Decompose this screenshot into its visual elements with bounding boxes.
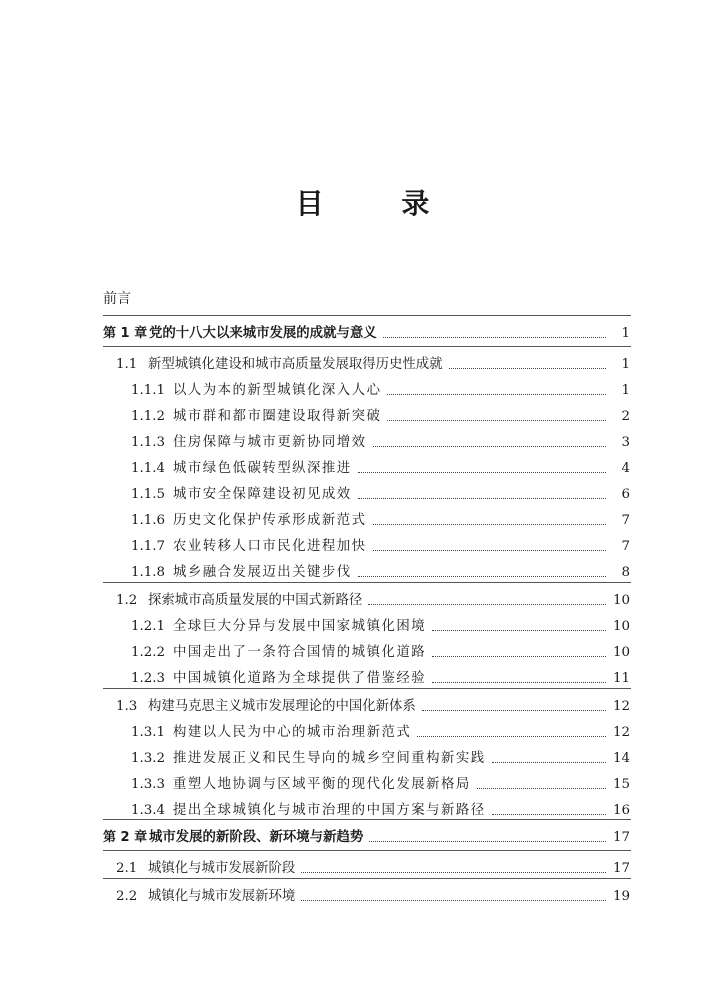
toc-entry-title: 城市绿色低碳转型纵深推进 xyxy=(173,461,352,476)
toc-leader-dots xyxy=(373,524,606,525)
toc-entry-page: 10 xyxy=(612,619,630,634)
toc-leader-dots xyxy=(477,788,606,789)
toc-entry-number: 1.2.3 xyxy=(131,671,166,686)
toc-entry[interactable] xyxy=(0,636,725,662)
toc-entry-title: 探索城市高质量发展的中国式新路径 xyxy=(148,593,363,608)
toc-leader-dots xyxy=(383,337,606,338)
toc-entry-number: 1.1.3 xyxy=(131,435,166,450)
toc-entry-page: 1 xyxy=(621,326,630,341)
toc-leader-dots xyxy=(492,814,606,815)
toc-entry-title: 提出全球城镇化与城市治理的中国方案与新路径 xyxy=(173,803,486,818)
page-title: 目 录 xyxy=(295,187,464,220)
toc-entry-number: 第 1 章 xyxy=(103,326,148,341)
toc-entry[interactable] xyxy=(0,610,725,636)
toc-entry-title: 城镇化与城市发展新阶段 xyxy=(148,861,296,876)
toc-leader-dots xyxy=(369,841,606,842)
toc-leader-dots xyxy=(387,420,606,421)
toc-entry[interactable] xyxy=(0,504,725,530)
toc-entry-page: 1 xyxy=(621,357,630,372)
toc-leader-dots xyxy=(432,630,606,631)
toc-entry-number: 1.1.8 xyxy=(131,565,166,580)
toc-entry-title: 重塑人地协调与区域平衡的现代化发展新格局 xyxy=(173,777,471,792)
toc-entry[interactable] xyxy=(0,852,725,878)
toc-entry-title: 党的十八大以来城市发展的成就与意义 xyxy=(149,326,377,341)
toc-entry-number: 1.2.1 xyxy=(131,619,166,634)
toc-entry-page: 10 xyxy=(612,645,630,660)
toc-entry-page: 7 xyxy=(621,539,630,554)
section-divider xyxy=(103,819,631,820)
toc-entry-title: 中国走出了一条符合国情的城镇化道路 xyxy=(173,645,427,660)
toc-entry-title: 农业转移人口市民化进程加快 xyxy=(173,539,367,554)
toc-entry[interactable] xyxy=(0,478,725,504)
toc-entry[interactable] xyxy=(0,317,725,343)
toc-entry-page: 8 xyxy=(621,565,630,580)
toc-entry-title: 城市群和都市圈建设取得新突破 xyxy=(173,409,382,424)
toc-entry-page: 12 xyxy=(612,699,630,714)
toc-entry-number: 1.1.7 xyxy=(131,539,166,554)
toc-entry[interactable] xyxy=(0,584,725,610)
toc-leader-dots xyxy=(432,682,606,683)
toc-entry[interactable] xyxy=(0,690,725,716)
toc-entry-number: 2.2 xyxy=(116,889,138,904)
toc-entry-title: 构建马克思主义城市发展理论的中国化新体系 xyxy=(148,699,416,714)
toc-entry[interactable] xyxy=(0,348,725,374)
toc-entry[interactable] xyxy=(0,768,725,794)
toc-preface[interactable]: 前言 xyxy=(103,291,131,307)
toc-entry-title: 推进发展正义和民生导向的城乡空间重构新实践 xyxy=(173,751,486,766)
toc-entry-page: 3 xyxy=(621,435,630,450)
toc-entry-title: 城市安全保障建设初见成效 xyxy=(173,487,352,502)
toc-entry[interactable] xyxy=(0,880,725,906)
toc-entry[interactable] xyxy=(0,426,725,452)
toc-entry-number: 2.1 xyxy=(116,861,138,876)
toc-leader-dots xyxy=(368,604,606,605)
toc-leader-dots xyxy=(358,472,606,473)
toc-entry[interactable] xyxy=(0,742,725,768)
toc-leader-dots xyxy=(417,736,606,737)
toc-leader-dots xyxy=(387,394,606,395)
toc-entry-title: 城市发展的新阶段、新环境与新趋势 xyxy=(149,830,364,845)
toc-entry[interactable] xyxy=(0,662,725,688)
toc-entry[interactable] xyxy=(0,716,725,742)
toc-entry-number: 1.3.3 xyxy=(131,777,166,792)
toc-entry-page: 14 xyxy=(612,751,630,766)
toc-entry-number: 1.3.2 xyxy=(131,751,166,766)
toc-leader-dots xyxy=(422,710,606,711)
toc-leader-dots xyxy=(358,498,606,499)
toc-entry[interactable] xyxy=(0,794,725,820)
toc-entry-page: 15 xyxy=(612,777,630,792)
toc-entry-number: 1.1.2 xyxy=(131,409,166,424)
toc-entry[interactable] xyxy=(0,821,725,847)
toc-entry-page: 1 xyxy=(621,383,630,398)
toc-entry-number: 1.1.4 xyxy=(131,461,166,476)
toc-entry-number: 1.1.5 xyxy=(131,487,166,502)
toc-entry-title: 以人为本的新型城镇化深入人心 xyxy=(173,383,382,398)
toc-entry-page: 4 xyxy=(621,461,630,476)
toc-leader-dots xyxy=(449,368,606,369)
toc-entry-page: 6 xyxy=(621,487,630,502)
toc-entry[interactable] xyxy=(0,530,725,556)
toc-entry-number: 1.3 xyxy=(116,699,138,714)
toc-entry-number: 1.3.1 xyxy=(131,725,166,740)
toc-entry[interactable] xyxy=(0,452,725,478)
toc-entry-title: 全球巨大分异与发展中国家城镇化困境 xyxy=(173,619,427,634)
section-divider xyxy=(103,688,631,689)
toc-leader-dots xyxy=(492,762,606,763)
toc-leader-dots xyxy=(432,656,606,657)
toc-entry-title: 中国城镇化道路为全球提供了借鉴经验 xyxy=(173,671,427,686)
toc-entry[interactable] xyxy=(0,400,725,426)
toc-leader-dots xyxy=(301,900,606,901)
toc-entry-number: 1.1 xyxy=(116,357,138,372)
toc-entry-number: 第 2 章 xyxy=(103,830,148,845)
toc-entry-page: 11 xyxy=(612,671,630,686)
toc-entry[interactable] xyxy=(0,374,725,400)
toc-entry-number: 1.2 xyxy=(116,593,138,608)
toc-entry-page: 17 xyxy=(612,861,630,876)
toc-entry-title: 历史文化保护传承形成新范式 xyxy=(173,513,367,528)
section-divider xyxy=(103,582,631,583)
toc-entry-page: 16 xyxy=(612,803,630,818)
toc-leader-dots xyxy=(358,576,606,577)
toc-entry-page: 7 xyxy=(621,513,630,528)
toc-entry-page: 17 xyxy=(612,830,630,845)
toc-entry-number: 1.1.6 xyxy=(131,513,166,528)
section-divider xyxy=(103,315,631,316)
toc-entry-number: 1.2.2 xyxy=(131,645,166,660)
toc-entry-title: 构建以人民为中心的城市治理新范式 xyxy=(173,725,412,740)
toc-entry-page: 10 xyxy=(612,593,630,608)
toc-entry-page: 2 xyxy=(621,409,630,424)
section-divider xyxy=(103,346,631,347)
toc-entry-title: 城镇化与城市发展新环境 xyxy=(148,889,296,904)
section-divider xyxy=(103,878,631,879)
toc-entry-title: 住房保障与城市更新协同增效 xyxy=(173,435,367,450)
toc-entry-title: 城乡融合发展迈出关键步伐 xyxy=(173,565,352,580)
toc-entry-page: 19 xyxy=(612,889,630,904)
section-divider xyxy=(103,850,631,851)
toc-entry-number: 1.1.1 xyxy=(131,383,166,398)
toc-entry[interactable] xyxy=(0,556,725,582)
toc-leader-dots xyxy=(373,446,606,447)
toc-entry-title: 新型城镇化建设和城市高质量发展取得历史性成就 xyxy=(148,357,443,372)
toc-leader-dots xyxy=(373,550,606,551)
toc-entry-number: 1.3.4 xyxy=(131,803,166,818)
toc-entry-page: 12 xyxy=(612,725,630,740)
toc-leader-dots xyxy=(301,872,606,873)
